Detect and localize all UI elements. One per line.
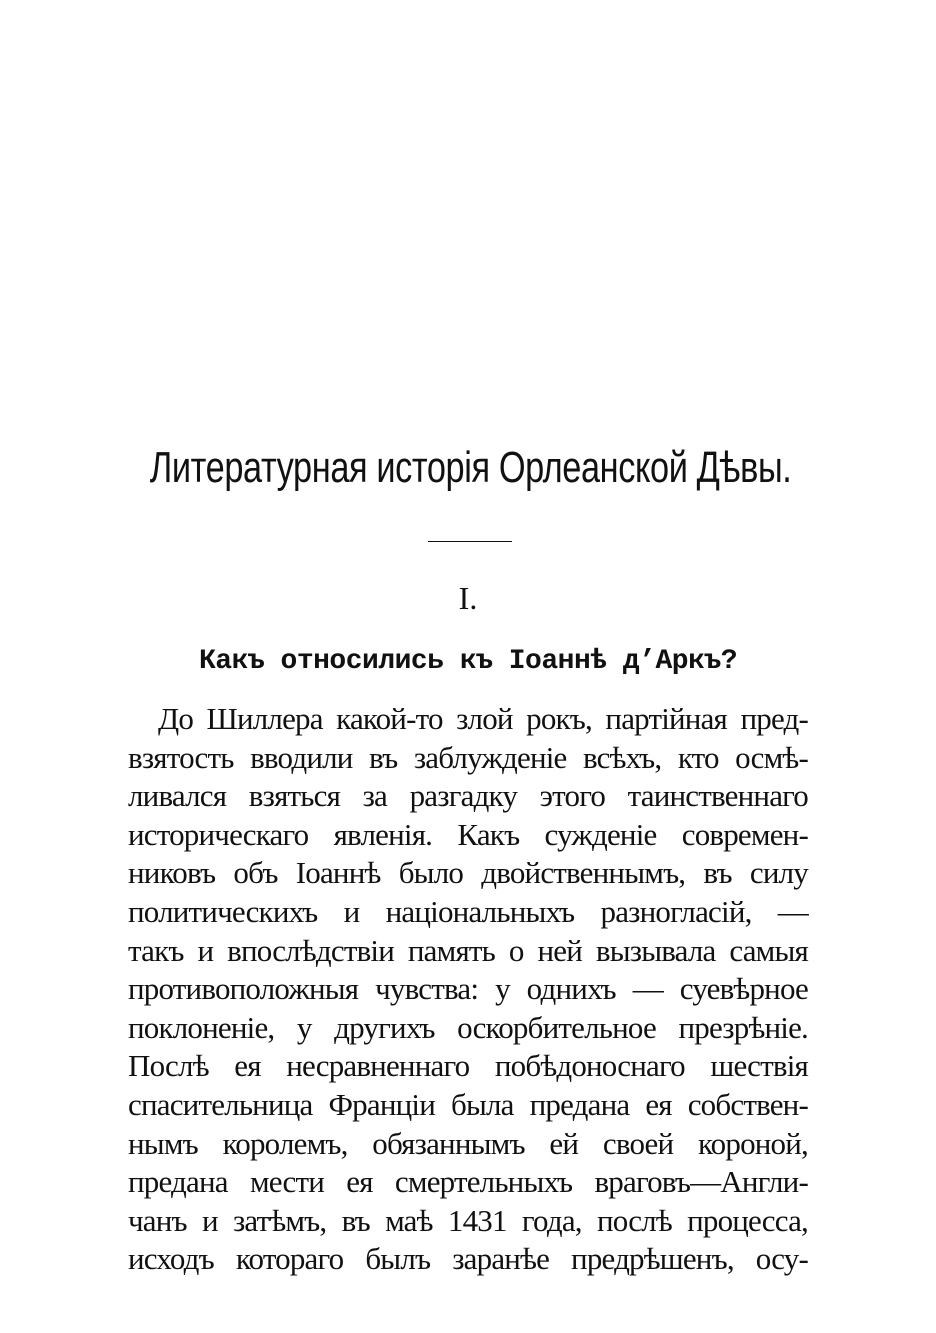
text-line: чанъ и затѣмъ, въ маѣ 1431 года, послѣ процесса, (128, 1202, 808, 1238)
body-paragraph (128, 700, 808, 1279)
text-line: До Шиллера какой-то злой рокъ, партійная пред- (158, 701, 808, 736)
text-line: противоположныя чувства: у однихъ — суевѣрное (128, 971, 808, 1007)
text-line: нымъ королемъ, обязаннымъ ей своей короной, (128, 1125, 808, 1161)
chapter-heading: Какъ относились къ Іоаннѣ д’Аркъ? (199, 646, 737, 677)
title-divider (428, 541, 512, 542)
text-line: Послѣ ея несравненнаго побѣдоноснаго шествія (128, 1048, 808, 1084)
text-line: поклоненіе, у другихъ оскорбительное презрѣніе. (128, 1009, 808, 1045)
text-line: политическихъ и національныхъ разногласій, — (128, 893, 808, 929)
text-line: ливался взяться за разгадку этого таинственнаго (128, 778, 808, 814)
text-line: такъ и впослѣдствіи память о ней вызывала самыя (128, 932, 808, 968)
text-line: историческаго явленія. Какъ сужденіе современ- (128, 816, 808, 852)
page-title: Литературная исторія Орлеанской Дѣвы. (149, 443, 792, 492)
text-line: никовъ объ Іоаннѣ было двойственнымъ, въ силу (128, 855, 808, 891)
text-line: взятость вводили въ заблужденіе всѣхъ, кто осмѣ- (128, 739, 808, 775)
text-line: спасительница Франціи была предана ея собствен- (128, 1086, 808, 1122)
text-line: предана мести ея смертельныхъ враговъ—Англи- (128, 1164, 808, 1200)
chapter-number: I. (458, 580, 478, 616)
text-line: исходъ котораго былъ заранѣе предрѣшенъ, осу- (128, 1241, 808, 1277)
